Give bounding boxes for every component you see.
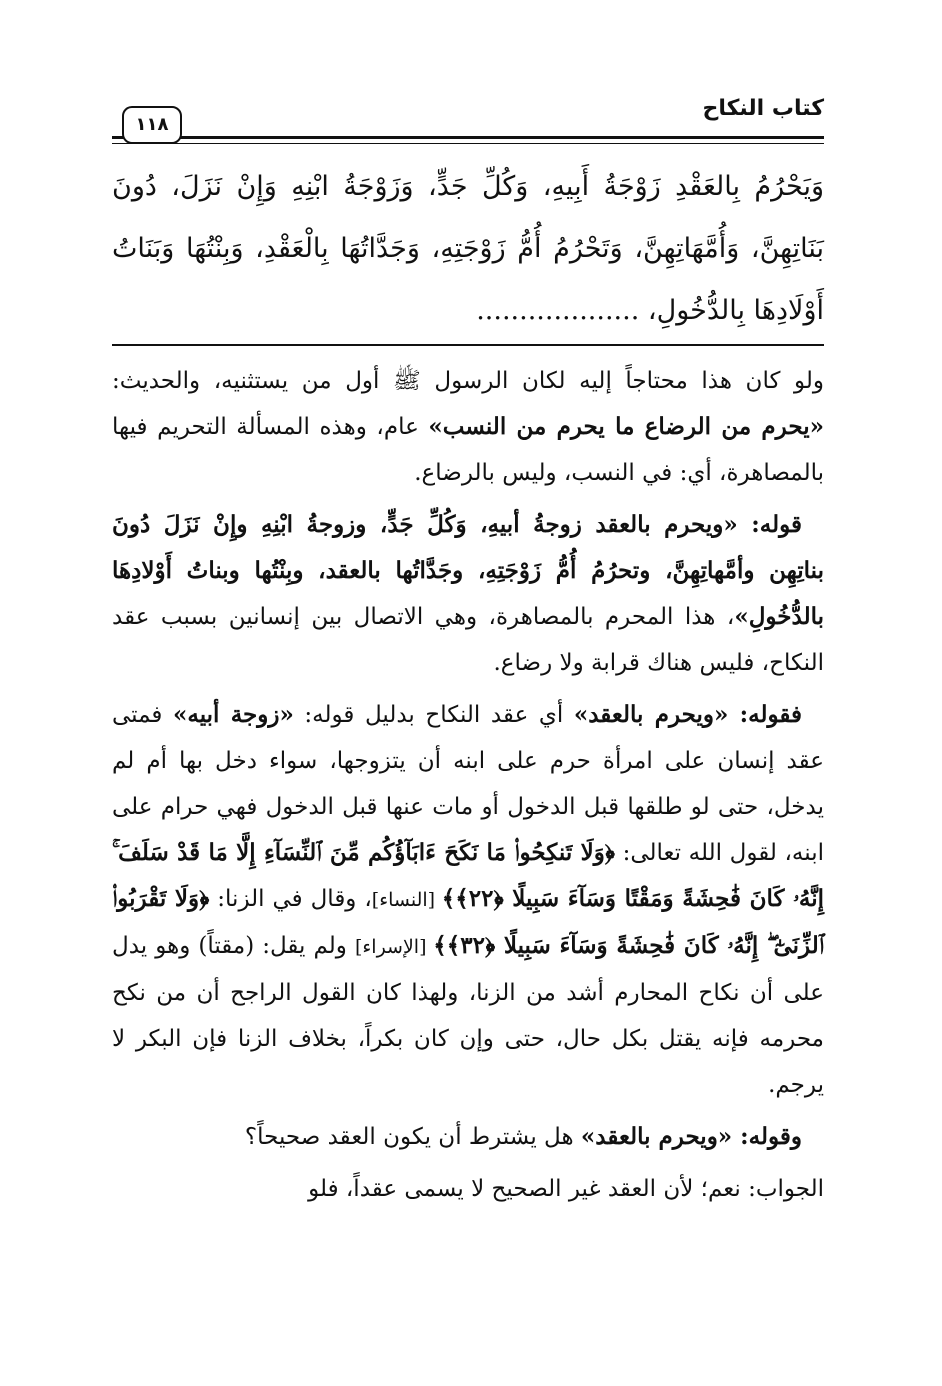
p3-text-b: فمتى عقد إنسان على امرأة حرم على ابنه أن يتزوجها، سواء دخل بها أم لم يدخل، حتى لو طلقها قبل الدخول أو مات عنها قبل الدخول فهي حرام على ابنه، لقول الله تعالى: <box>112 702 824 866</box>
matn-text <box>112 156 824 342</box>
p3-text-d: ولم يقل: (مقتاً) وهو يدل على أن نكاح المحارم أشد من الزنا، ولهذا كان القول الراجح أن من نكح محرمه فإنه يقتل بكل حال، حتى وإن كان بكراً، بخلاف الزنا فإن البكر لا يرجم. <box>112 933 824 1098</box>
surah-ref-isra: [الإسراء] <box>354 936 434 958</box>
commentary-paragraph-4 <box>112 1114 824 1160</box>
hadith-quote: «يحرم من الرضاع ما يحرم من النسب» <box>428 413 824 440</box>
p3-text-c: ، وقال في الزنا: <box>209 886 372 912</box>
p3-quote: «زوجة أبيه» <box>172 701 294 728</box>
p4-label: وقوله: «ويحرم بالعقد» <box>580 1123 802 1150</box>
matn-paragraph: وَيَحْرُمُ بِالعَقْدِ زَوْجَةُ أَبِيهِ، وَكُلِّ جَدٍّ، وَزَوْجَةُ ابْنِهِ وَإِنْ نَزَلَ، دُونَ بَنَاتِهِنَّ، وَأُمَّهَاتِهِنَّ، وَتَحْرُمُ أُمُّ زَوْجَتِهِ، وَجَدَّاتُهَا بِالْعَقْدِ، وَبِنْتُهَا وَبَنَاتُ أَوْلَادِهَا بِالدُّخُولِ، ................... <box>112 171 824 326</box>
commentary <box>112 358 824 1218</box>
p2-label: قوله: <box>751 511 802 538</box>
commentary-paragraph-5: الجواب: نعم؛ لأن العقد غير الصحيح لا يسمى عقداً، فلو <box>308 1176 824 1202</box>
page-number: ١١٨ <box>122 106 182 144</box>
header-rule-thick <box>112 136 824 139</box>
header-rule-thin <box>112 143 824 144</box>
matn-divider <box>112 344 824 346</box>
surah-ref-nisa: [النساء] <box>371 889 442 911</box>
p3-label: فقوله: «ويحرم بالعقد» <box>573 701 802 728</box>
p2-matn-quote: «ويحرم بالعقد زوجةُ أبيهِ، وَكُلِّ جَدٍّ، وزوجةُ ابْنِهِ وإِنْ نَزَلَ دُونَ بناتِهِن وأمَّهاتِهِنَّ، وتحرُمُ أُمُّ زَوْجَتِهِ، وجَدَّاتُها بالعقد، وبِنْتُها وبناتُ أَوْلادِهَا بالدُّخُولِ» <box>112 511 824 630</box>
p2-text: ، هذا المحرم بالمصاهرة، وهي الاتصال بين إنسانين بسبب عقد النكاح، فليس هناك قرابة ولا رضاع. <box>112 604 824 676</box>
p1-text-b: عام، وهذه المسألة التحريم فيها بالمصاهرة، أي: في النسب، وليس بالرضاع. <box>112 414 824 486</box>
commentary-paragraph-1 <box>112 358 824 496</box>
p1-text-a: ولو كان هذا محتاجاً إليه لكان الرسول ﷺ أول من يستثنيه، والحديث: <box>112 368 824 394</box>
quran-verse-nisa: ﴿وَلَا تَنكِحُوا۟ مَا نَكَحَ ءَابَآؤُكُم مِّنَ ٱلنِّسَآءِ إِلَّا مَا قَدْ سَلَفَ ۚ إِنَّهُۥ كَانَ فَٰحِشَةً وَمَقْتًا وَسَآءَ سَبِيلًا ﴿٢٢﴾﴾ <box>112 839 825 912</box>
commentary-paragraph-2 <box>112 502 824 686</box>
book-page <box>112 90 824 1310</box>
page-header <box>112 90 824 144</box>
book-title: كتاب النكاح <box>702 96 824 121</box>
quran-verse-isra: ﴿وَلَا تَقْرَبُوا۟ ٱلزِّنَىٰٓ ۖ إِنَّهُۥ كَانَ فَٰحِشَةً وَسَآءَ سَبِيلًا ﴿٣٢﴾﴾ <box>112 885 824 959</box>
commentary-paragraph-3 <box>112 692 824 1108</box>
p3-text-a: أي عقد النكاح بدليل قوله: <box>293 702 574 728</box>
p4-text: هل يشترط أن يكون العقد صحيحاً؟ <box>244 1124 581 1150</box>
